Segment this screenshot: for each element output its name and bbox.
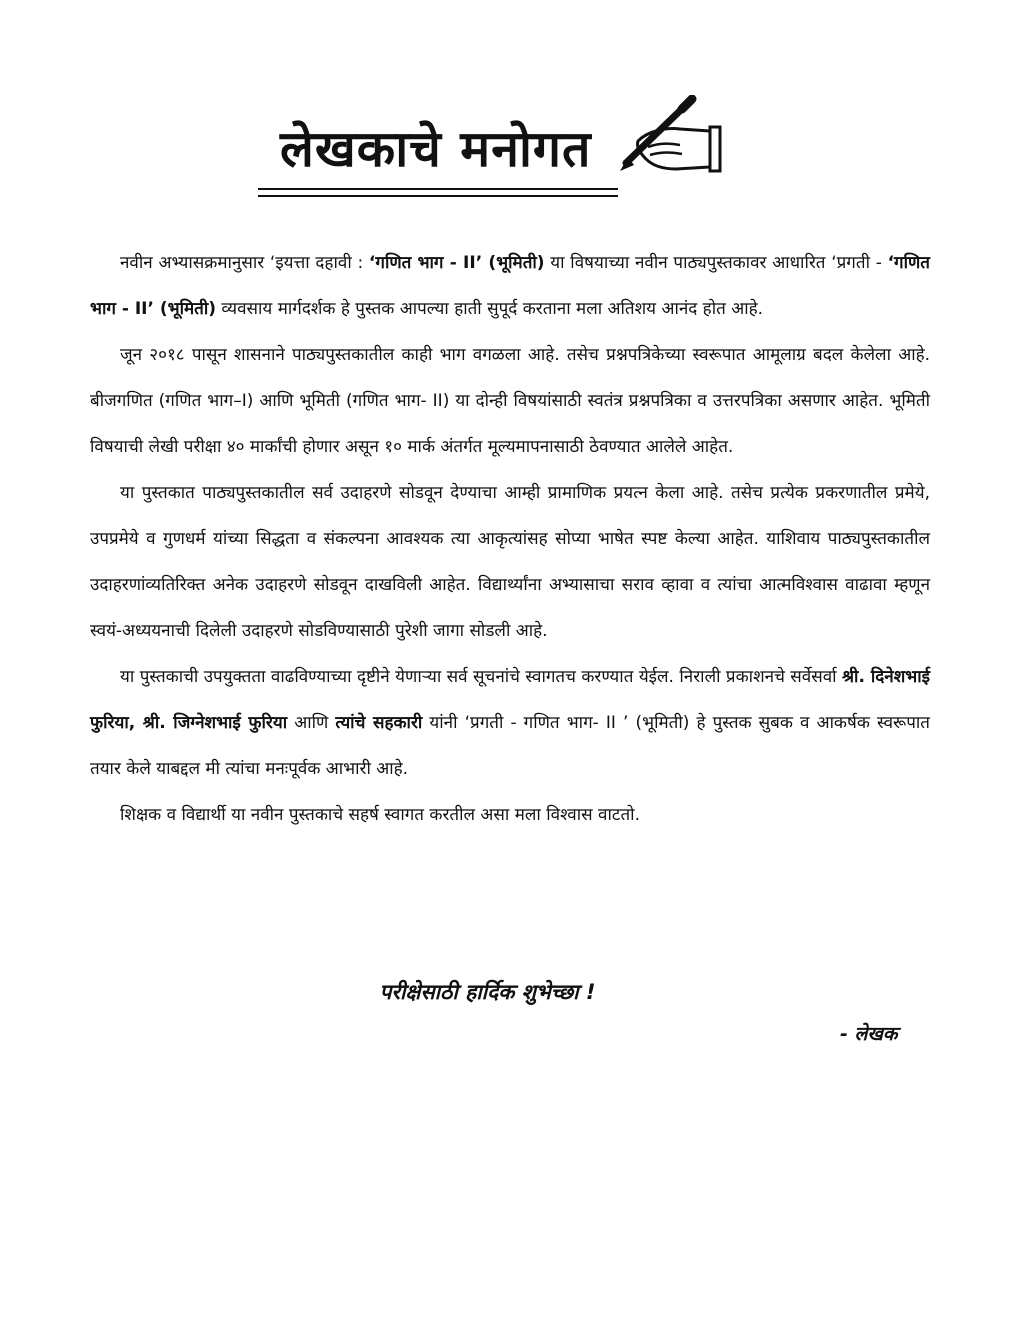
bold-text: श्री. दिनेशभाई फुरिया, श्री. जिग्नेशभाई फुरिया xyxy=(90,667,930,733)
text-segment: नवीन अभ्यासक्रमानुसार ‘इयत्ता दहावी : xyxy=(120,253,369,273)
text-segment: शिक्षक व विद्यार्थी या नवीन पुस्तकाचे सहर्ष स्वागत करतील असा मला विश्वास वाटतो. xyxy=(120,805,640,825)
pen-writing-hand-icon xyxy=(618,95,723,175)
paragraph xyxy=(90,654,930,792)
bold-text: ‘गणित भाग - II’ (भूमिती) xyxy=(90,253,930,319)
text-segment: जून २०१८ पासून शासनाने पाठ्यपुस्तकातील काही भाग वगळला आहे. तसेच प्रश्नपत्रिकेच्या स्वरूपात आमूलाग्र बदल केलेला आहे. बीजगणित (गणित भाग–I) आणि भूमिती (गणित भाग- II) या दोन्ही विषयांसाठी स्वतंत्र प्रश्नपत्रिका व उत्तरपत्रिका असणार आहेत. भूमिती विषयाची लेखी परीक्षा ४० मार्कांची होणार असून १० मार्क अंतर्गत मूल्यमापनासाठी ठेवण्यात आलेले आहेत. xyxy=(90,345,930,457)
preface-body xyxy=(90,240,930,838)
paragraph xyxy=(90,792,930,838)
author-signature: - लेखक xyxy=(840,1023,898,1045)
text-segment: या पुस्तकाची उपयुक्तता वाढविण्याच्या दृष्टीने येणाऱ्या सर्व सूचनांचे स्वागतच करण्यात येईल. निराली प्रकाशनचे सर्वेसर्वा xyxy=(120,667,843,687)
paragraph xyxy=(90,470,930,654)
paragraph xyxy=(90,332,930,470)
bold-text: त्यांचे सहकारी xyxy=(335,713,423,733)
text-segment: या विषयाच्या नवीन पाठ्यपुस्तकावर आधारित ‘प्रगती - xyxy=(544,253,888,273)
closing-wishes: परीक्षेसाठी हार्दिक शुभेच्छा ! xyxy=(379,980,596,1004)
title-underline-bottom xyxy=(258,195,618,197)
text-segment: व्यवसाय मार्गदर्शक हे पुस्तक आपल्या हाती सुपूर्द करताना मला अतिशय आनंद होत आहे. xyxy=(216,299,764,319)
title-underline-top xyxy=(258,188,618,190)
text-segment: आणि xyxy=(287,713,336,733)
bold-text: ‘गणित भाग - II’ (भूमिती) xyxy=(368,253,545,273)
text-segment: या पुस्तकात पाठ्यपुस्तकातील सर्व उदाहरणे सोडवून देण्याचा आम्ही प्रामाणिक प्रयत्न केला आहे. तसेच प्रत्येक प्रकरणातील प्रमेये, उपप्रमेये व गुणधर्म यांच्या सिद्धता व संकल्पना आवश्यक त्या आकृत्यांसह सोप्या भाषेत स्पष्ट केल्या आहेत. याशिवाय पाठ्यपुस्तकातील उदाहरणांव्यतिरिक्त अनेक उदाहरणे सोडवून दाखविली आहेत. विद्यार्थ्यांना अभ्यासाचा सराव व्हावा व त्यांचा आत्मविश्वास वाढावा म्हणून स्वयं-अध्ययनाची दिलेली उदाहरणे सोडविण्यासाठी पुरेशी जागा सोडली आहे. xyxy=(90,483,930,641)
paragraph xyxy=(90,240,930,332)
text-segment: यांनी ‘प्रगती - गणित भाग- II ’ (भूमिती) हे पुस्तक सुबक व आकर्षक स्वरूपात तयार केले याबद्दल मी त्यांचा मनःपूर्वक आभारी आहे. xyxy=(90,713,930,779)
page-title: लेखकाचे मनोगत xyxy=(280,120,592,178)
